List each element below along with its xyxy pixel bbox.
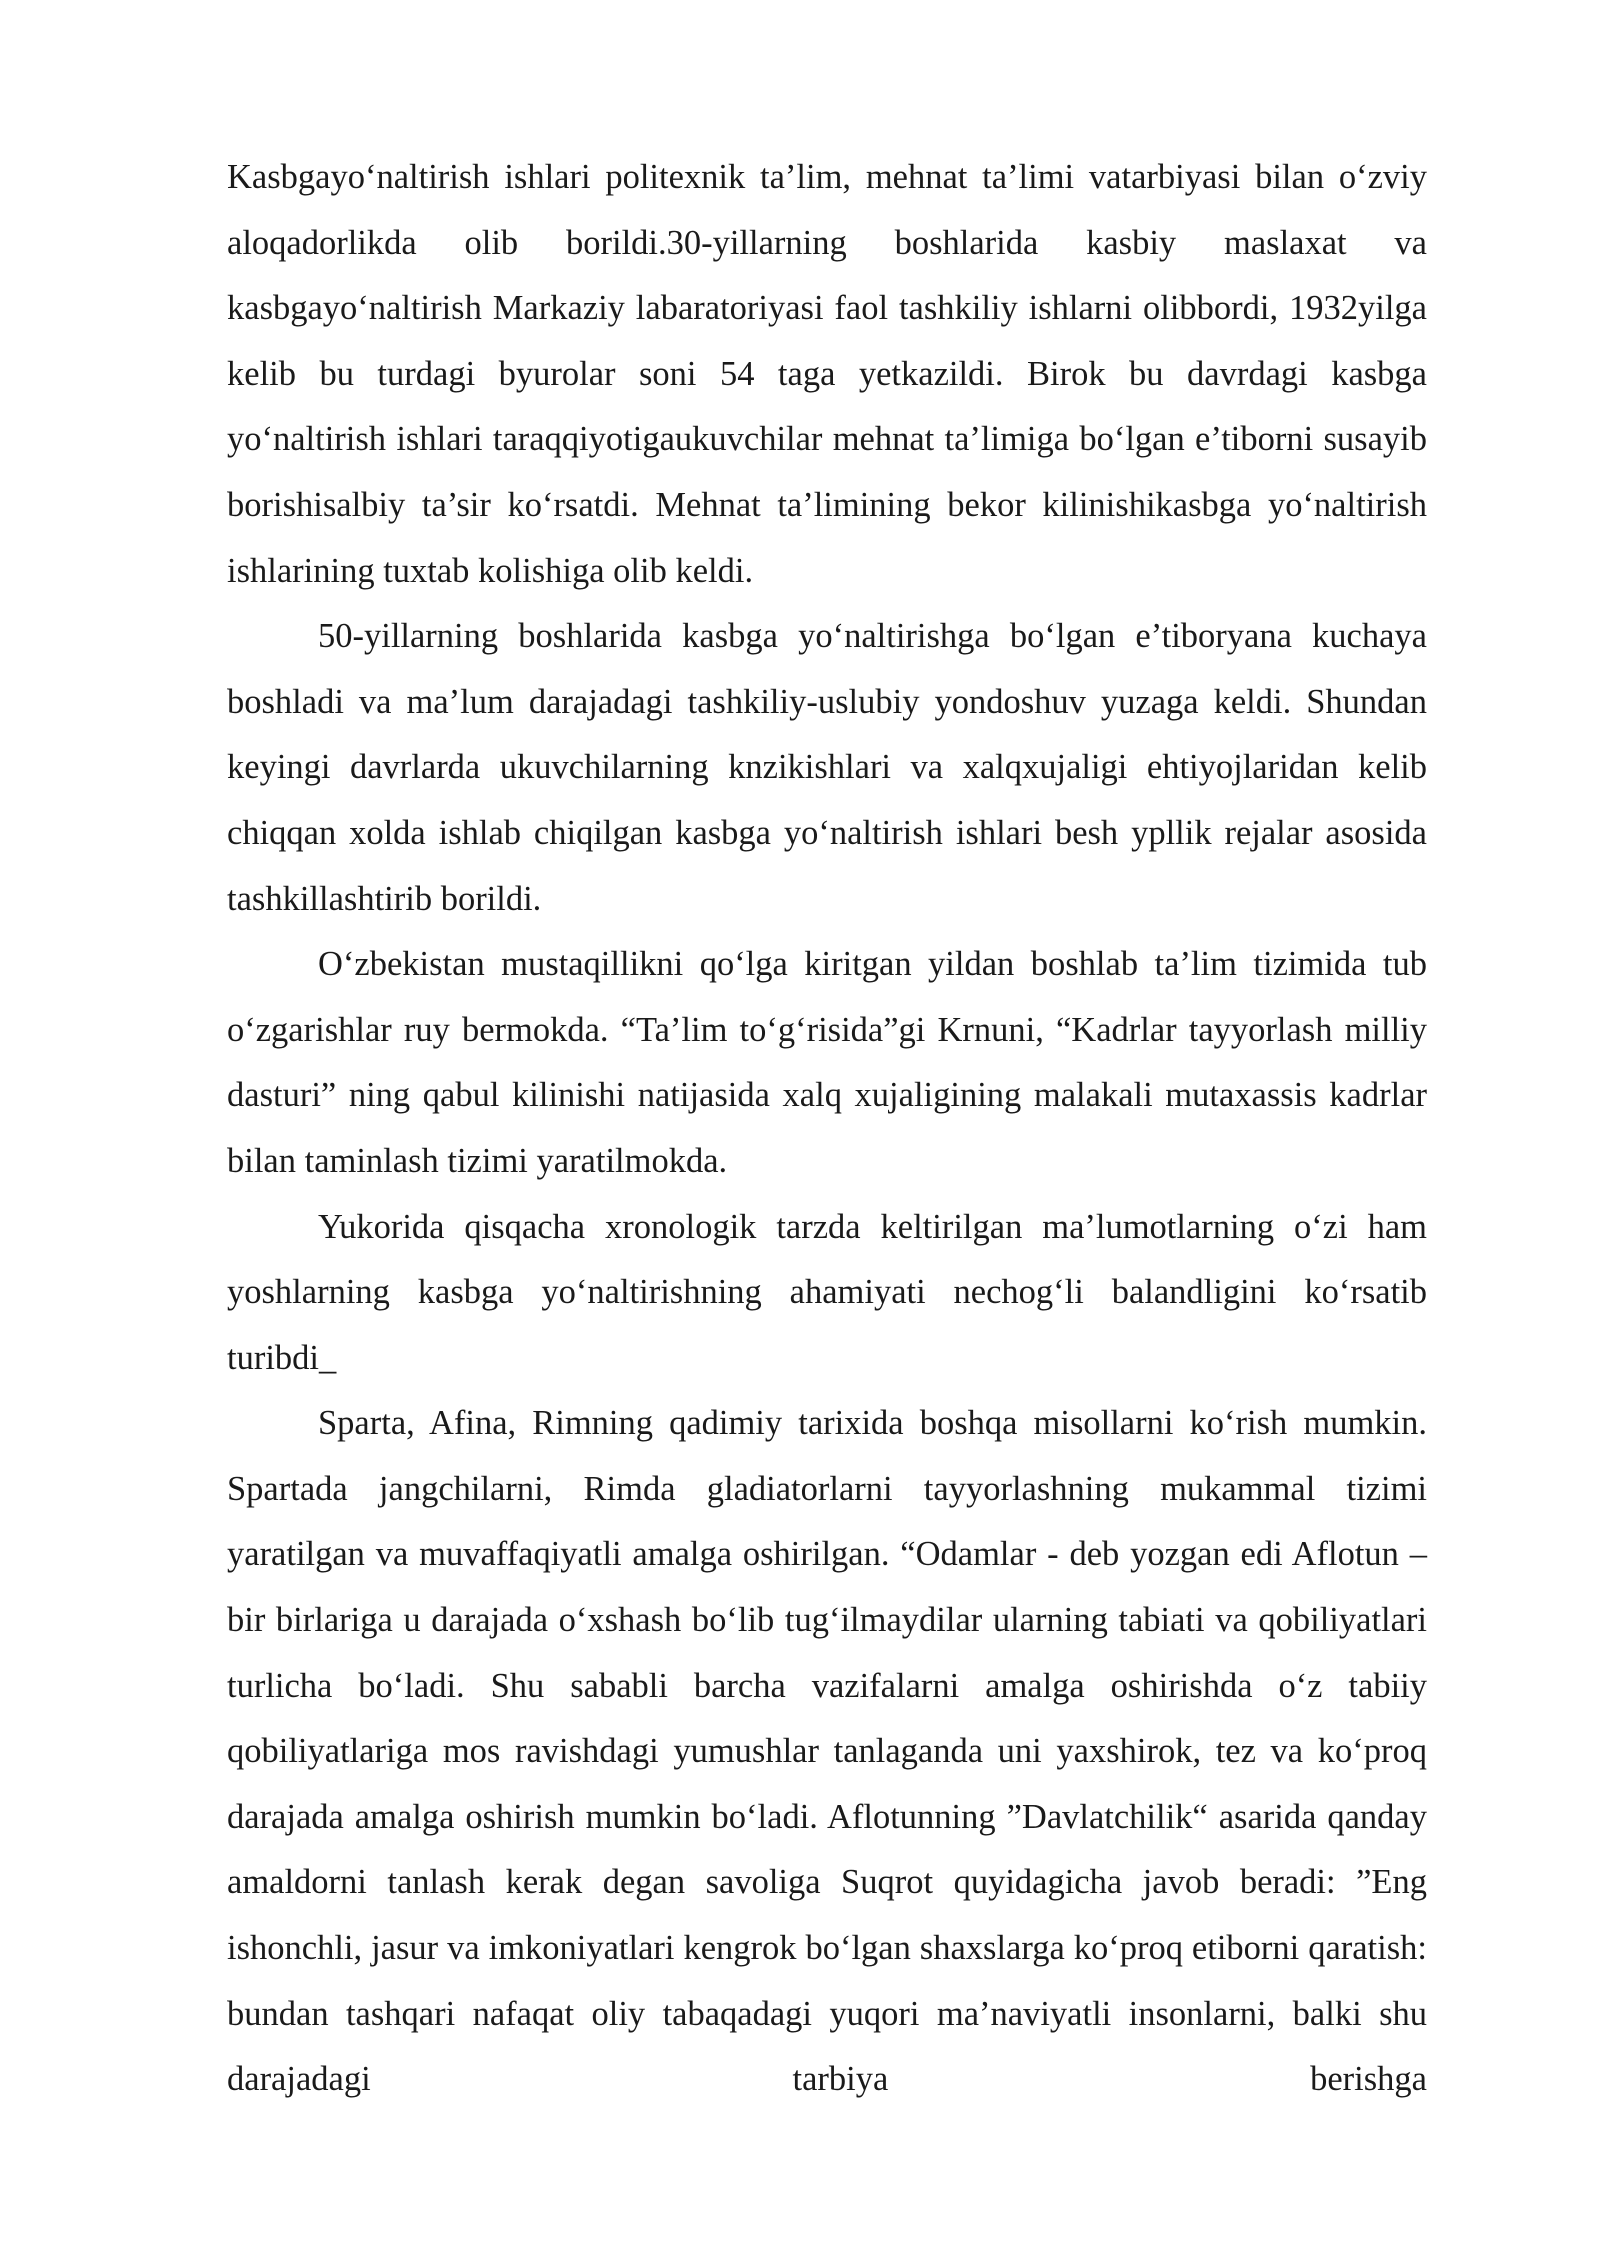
paragraph-4: Yukorida qisqacha xronologik tarzda keltirilgan ma’lumotlarning o‘zi ham yoshlarning kasbga yo‘naltirishning ahamiyati nechog‘li balandligini ko‘rsatib turibdi_ <box>227 1207 1427 1377</box>
document-page <box>227 145 1427 2113</box>
paragraph-1: Kasbgayo‘naltirish ishlari politexnik ta’lim, mehnat ta’limi vatarbiyasi bilan o‘zviy aloqadorlikda olib borildi.30-yillarning boshlarida kasbiy maslaxat va kasbgayo‘naltirish Markaziy labaratoriyasi faol tashkiliy ishlarni olibbordi, 1932yilga kelib bu turdagi byurolar soni 54 taga yetkazildi. Birok bu davrdagi kasbga yo‘naltirish ishlari taraqqiyotigaukuvchilar mehnat ta’limiga bo‘lgan e’tiborni susayib borishisalbiy ta’sir ko‘rsatdi. Mehnat ta’limining bekor kilinishikasbga yo‘naltirish ishlarining tuxtab kolishiga olib keldi. <box>227 158 1427 590</box>
paragraph-3: O‘zbekistan mustaqillikni qo‘lga kiritgan yildan boshlab ta’lim tizimida tub o‘zgarishlar ruy bermokda. “Ta’lim to‘g‘risida”gi Krnuni, “Kadrlar tayyorlash milliy dasturi” ning qabul kilinishi natijasida xalq xujaligining malakali mutaxassis kadrlar bilan taminlash tizimi yaratilmokda. <box>227 945 1427 1180</box>
paragraph-5: Sparta, Afina, Rimning qadimiy tarixida boshqa misollarni ko‘rish mumkin. Spartada jangchilarni, Rimda gladiatorlarni tayyorlashning mukammal tizimi yaratilgan va muvaffaqiyatli amalga oshirilgan. “Odamlar - deb yozgan edi Aflotun – bir birlariga u darajada o‘xshash bo‘lib tug‘ilmaydilar ularning tabiati va qobiliyatlari turlicha bo‘ladi. Shu sababli barcha vazifalarni amalga oshirishda o‘z tabiiy qobiliyatlariga mos ravishdagi yumushlar tanlaganda uni yaxshirok, tez va ko‘proq darajada amalga oshirish mumkin bo‘ladi. Aflotunning ”Davlatchilik“ asarida qanday amaldorni tanlash kerak degan savoliga Suqrot quyidagicha javob beradi: ”Eng ishonchli, jasur va imkoniyatlari kengrok bo‘lgan shaxslarga ko‘proq etiborni qaratish: bundan tashqari nafaqat oliy tabaqadagi yuqori ma’naviyatli insonlarni, balki shu darajadagi tarbiya berishga <box>227 1404 1427 2099</box>
paragraph-2: 50-yillarning boshlarida kasbga yo‘naltirishga bo‘lgan e’tiboryana kuchaya boshladi va ma’lum darajadagi tashkiliy-uslubiy yondoshuv yuzaga keldi. Shundan keyingi davrlarda ukuvchilarning knzikishlari va xalqxujaligi ehtiyojlaridan kelib chiqqan xolda ishlab chiqilgan kasbga yo‘naltirish ishlari besh ypllik rejalar asosida tashkillashtirib borildi. <box>227 617 1427 918</box>
